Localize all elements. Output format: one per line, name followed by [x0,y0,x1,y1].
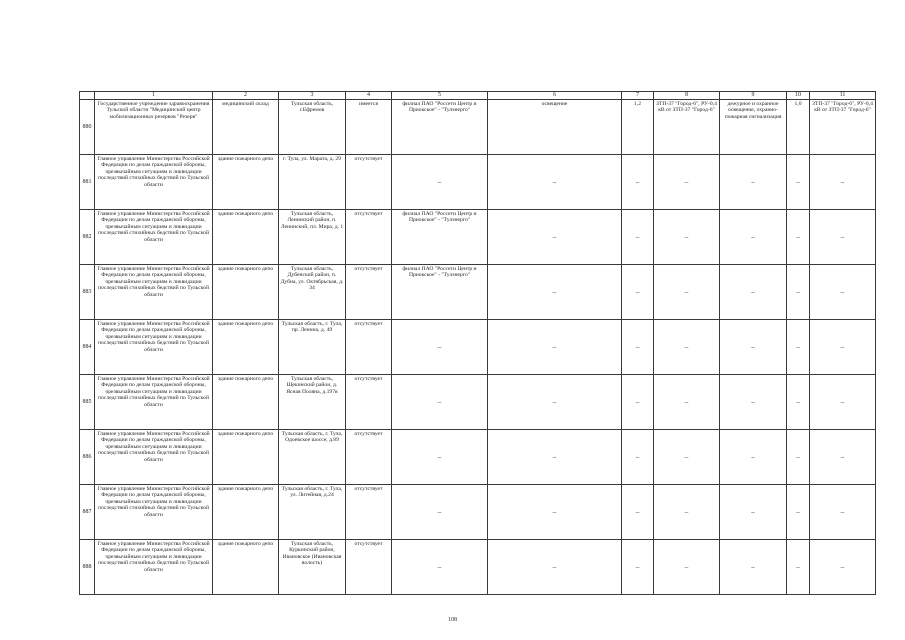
cell-col-1: Главное управление Министерства Российской Федерации по делам гражданской обороны, чрезвычайным ситуациям и ликвидации последствий стихийных бедствий по Тульской области [95,210,213,265]
empty-dash-cell: – [622,485,654,540]
empty-dash-cell: – [488,540,622,595]
row-number: 885 [80,375,95,430]
empty-dash-cell: – [787,430,810,485]
empty-dash-cell: – [654,155,720,210]
empty-dash-cell: – [720,430,787,485]
empty-dash-cell: – [488,155,622,210]
cell-col-4: имеется [346,100,392,155]
empty-dash-cell: – [622,265,654,320]
cell-col-3: Тульская область, Ленинский район, п. Ленинский, пл. Мира, д. 1 [279,210,346,265]
empty-dash-cell: – [810,320,876,375]
empty-dash-cell: – [654,265,720,320]
empty-dash-cell: – [488,485,622,540]
empty-dash-cell: – [622,155,654,210]
cell-col-5: филиал ПАО "Россети Центр и Приокское" - "Тулэнерго" [392,265,488,320]
table-row [80,210,876,265]
cell-col-5: филиал ПАО "Россети Центр и Приокское" - "Тулэнерго" [392,210,488,265]
empty-dash-cell: – [654,485,720,540]
row-number: 882 [80,210,95,265]
cell-col-1: Главное управление Министерства Российской Федерации по делам гражданской обороны, чрезвычайным ситуациям и ликвидации последствий стихийных бедствий по Тульской области [95,320,213,375]
empty-dash-cell: – [488,430,622,485]
empty-dash-cell: – [654,210,720,265]
header-cell-10: 10 [787,92,810,100]
row-number: 884 [80,320,95,375]
header-cell-8: 8 [654,92,720,100]
empty-dash-cell: – [720,540,787,595]
cell-col-2: здание пожарного депо [213,375,279,430]
empty-dash-cell: – [622,430,654,485]
cell-col-8: ЗТП-37 "Город-6", РУ-0,4 кВ от ЗТП-37 "Город-6" [654,100,720,155]
header-cell-7: 7 [622,92,654,100]
cell-col-4: отсутствует [346,265,392,320]
empty-dash-cell: – [622,540,654,595]
row-number: 880 [80,100,95,155]
table-row [80,485,876,540]
cell-col-1: Главное управление Министерства Российской Федерации по делам гражданской обороны, чрезвычайным ситуациям и ликвидации последствий стихийных бедствий по Тульской области [95,540,213,595]
empty-dash-cell: – [720,375,787,430]
header-cell-blank [80,92,95,100]
cell-col-4: отсутствует [346,430,392,485]
column-number-row [80,92,876,100]
empty-dash-cell: – [392,320,488,375]
register-table [79,91,876,595]
table-row [80,265,876,320]
cell-col-5: филиал ПАО "Россети Центр и Приокское" - "Тулэнерго" [392,100,488,155]
cell-col-4: отсутствует [346,540,392,595]
cell-col-4: отсутствует [346,320,392,375]
empty-dash-cell: – [392,155,488,210]
header-cell-11: 11 [810,92,876,100]
empty-dash-cell: – [392,485,488,540]
row-number: 888 [80,540,95,595]
empty-dash-cell: – [787,375,810,430]
cell-col-3: Тульская область, г. Тула, ул. Литейная, д.24 [279,485,346,540]
cell-col-1: Главное управление Министерства Российской Федерации по делам гражданской обороны, чрезвычайным ситуациям и ликвидации последствий стихийных бедствий по Тульской области [95,375,213,430]
cell-col-3: Тульская область, г. Тула, пр. Ленина, д. 49 [279,320,346,375]
empty-dash-cell: – [488,210,622,265]
header-cell-3: 3 [279,92,346,100]
row-number: 886 [80,430,95,485]
table-row [80,430,876,485]
table-row [80,540,876,595]
cell-col-1: Главное управление Министерства Российской Федерации по делам гражданской обороны, чрезвычайным ситуациям и ликвидации последствий стихийных бедствий по Тульской области [95,265,213,320]
header-cell-5: 5 [392,92,488,100]
cell-col-2: здание пожарного депо [213,430,279,485]
empty-dash-cell: – [720,210,787,265]
empty-dash-cell: – [810,265,876,320]
cell-col-3: Тульская область, Дубенский район, п. Дубна, ул. Октябрьская, д. 34 [279,265,346,320]
empty-dash-cell: – [392,375,488,430]
empty-dash-cell: – [720,320,787,375]
cell-col-3: Тульская область, Куркинский район, Ивановское (Ивановская волость) [279,540,346,595]
empty-dash-cell: – [720,485,787,540]
cell-col-2: здание пожарного депо [213,320,279,375]
empty-dash-cell: – [810,540,876,595]
cell-col-6: освещение [488,100,622,155]
cell-col-2: здание пожарного депо [213,210,279,265]
table-row [80,100,876,155]
empty-dash-cell: – [654,430,720,485]
row-number: 881 [80,155,95,210]
cell-col-1: Государственное учреждение здравоохранения Тульской области "Медицинский центр мобилизационных резервов "Резерв" [95,100,213,155]
header-cell-1: 1 [95,92,213,100]
cell-col-11: ЗТП-37 "Город-6", РУ-0,4 кВ от ЗТП-37 "Город-6" [810,100,876,155]
empty-dash-cell: – [654,540,720,595]
table-row [80,375,876,430]
row-number: 883 [80,265,95,320]
empty-dash-cell: – [810,485,876,540]
empty-dash-cell: – [787,155,810,210]
empty-dash-cell: – [787,320,810,375]
empty-dash-cell: – [622,375,654,430]
header-cell-6: 6 [488,92,622,100]
empty-dash-cell: – [787,485,810,540]
empty-dash-cell: – [622,320,654,375]
empty-dash-cell: – [787,210,810,265]
row-number: 887 [80,485,95,540]
cell-col-7: 1,2 [622,100,654,155]
empty-dash-cell: – [810,155,876,210]
page-number: 108 [448,617,457,623]
cell-col-2: здание пожарного депо [213,265,279,320]
empty-dash-cell: – [654,320,720,375]
cell-col-2: медицинский склад [213,100,279,155]
cell-col-4: отсутствует [346,485,392,540]
empty-dash-cell: – [787,265,810,320]
empty-dash-cell: – [810,375,876,430]
header-cell-2: 2 [213,92,279,100]
empty-dash-cell: – [654,375,720,430]
empty-dash-cell: – [488,375,622,430]
cell-col-10: 1,0 [787,100,810,155]
cell-col-3: Тульская область, г. Тула, Одоевское шоссе, д.89 [279,430,346,485]
empty-dash-cell: – [392,540,488,595]
cell-col-1: Главное управление Министерства Российской Федерации по делам гражданской обороны, чрезвычайным ситуациям и ликвидации последствий стихийных бедствий по Тульской области [95,155,213,210]
empty-dash-cell: – [810,210,876,265]
empty-dash-cell: – [787,540,810,595]
cell-col-3: Тульская область, г.Ефремов [279,100,346,155]
cell-col-4: отсутствует [346,375,392,430]
cell-col-4: отсутствует [346,155,392,210]
empty-dash-cell: – [720,265,787,320]
cell-col-1: Главное управление Министерства Российской Федерации по делам гражданской обороны, чрезвычайным ситуациям и ликвидации последствий стихийных бедствий по Тульской области [95,485,213,540]
empty-dash-cell: – [622,210,654,265]
empty-dash-cell: – [392,430,488,485]
empty-dash-cell: – [810,430,876,485]
cell-col-9: дежурное и охранное освещение, охранно-пожарная сигнализация [720,100,787,155]
empty-dash-cell: – [488,265,622,320]
cell-col-3: г. Тула, ул. Марата, д. 29 [279,155,346,210]
empty-dash-cell: – [720,155,787,210]
empty-dash-cell: – [488,320,622,375]
cell-col-2: здание пожарного депо [213,485,279,540]
table-row [80,320,876,375]
cell-col-1: Главное управление Министерства Российской Федерации по делам гражданской обороны, чрезвычайным ситуациям и ликвидации последствий стихийных бедствий по Тульской области [95,430,213,485]
cell-col-4: отсутствует [346,210,392,265]
cell-col-2: здание пожарного депо [213,540,279,595]
header-cell-9: 9 [720,92,787,100]
header-cell-4: 4 [346,92,392,100]
table-row [80,155,876,210]
cell-col-2: здание пожарного депо [213,155,279,210]
cell-col-3: Тульская область, Щекинский район, д. Ясная Поляна, д.197в [279,375,346,430]
